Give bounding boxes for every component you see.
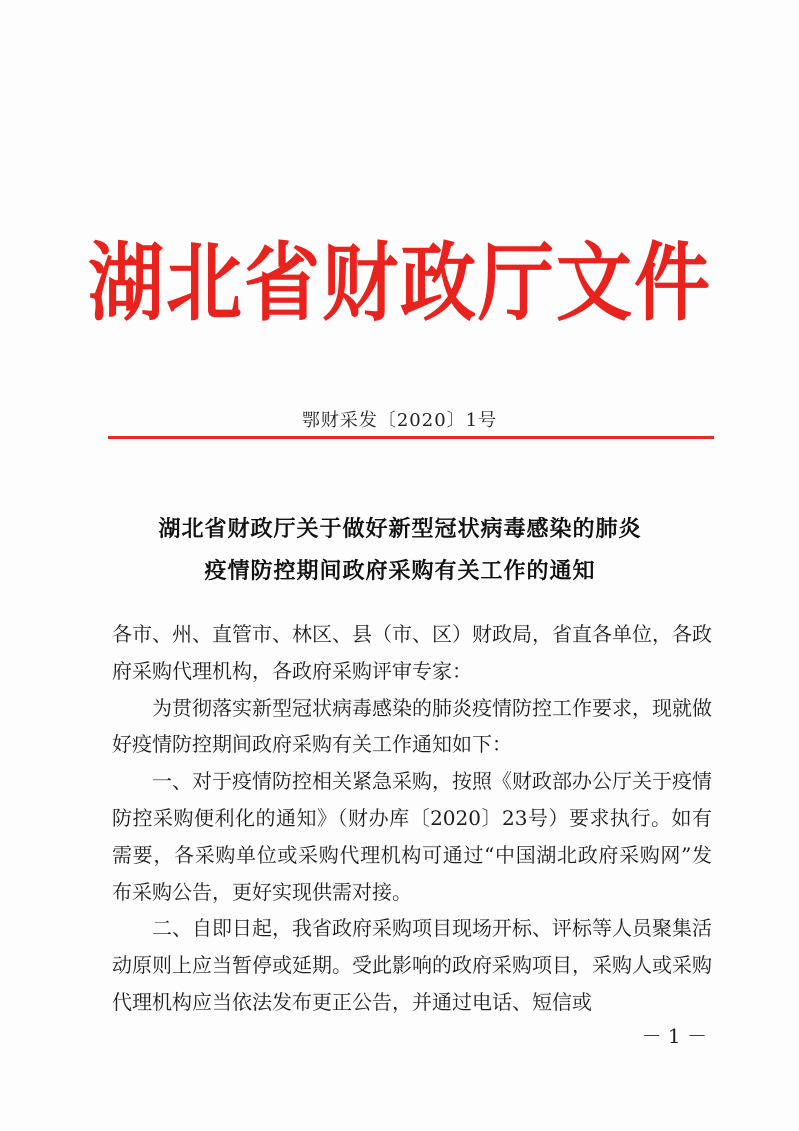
- salutation: 各市、州、直管市、林区、县（市、区）财政局，省直各单位，各政府采购代理机构，各政府采购评审专家：: [112, 622, 712, 683]
- item-2-paragraph: 二、自即日起，我省政府采购项目现场开标、评标等人员聚集活动原则上应当暂停或延期。受此影响的政府采购项目，采购人或采购代理机构应当依法发布更正公告，并通过电话、短信或: [112, 916, 712, 1014]
- item-1-paragraph: 一、对于疫情防控相关紧急采购，按照《财政部办公厅关于疫情防控采购便利化的通知》（财办库〔2020〕23号）要求执行。如有需要，各采购单位或采购代理机构可通过“中国湖北政府采购网”发布采购公告，更好实现供需对接。: [112, 769, 712, 904]
- document-number: 鄂财采发〔2020〕1号: [301, 410, 498, 431]
- notice-title-line-1: 湖北省财政厅关于做好新型冠状病毒感染的肺炎: [158, 516, 642, 542]
- red-separator-line: [108, 436, 714, 439]
- body-text: [112, 616, 712, 1021]
- masthead-title: 湖北省财政厅文件: [88, 233, 712, 333]
- intro-paragraph: 为贯彻落实新型冠状病毒感染的肺炎疫情防控工作要求，现就做好疫情防控期间政府采购有关工作通知如下：: [112, 695, 712, 757]
- page-number: － 1 －: [641, 1024, 707, 1048]
- notice-title: [60, 508, 740, 592]
- notice-title-line-2: 疫情防控期间政府采购有关工作的通知: [204, 558, 596, 584]
